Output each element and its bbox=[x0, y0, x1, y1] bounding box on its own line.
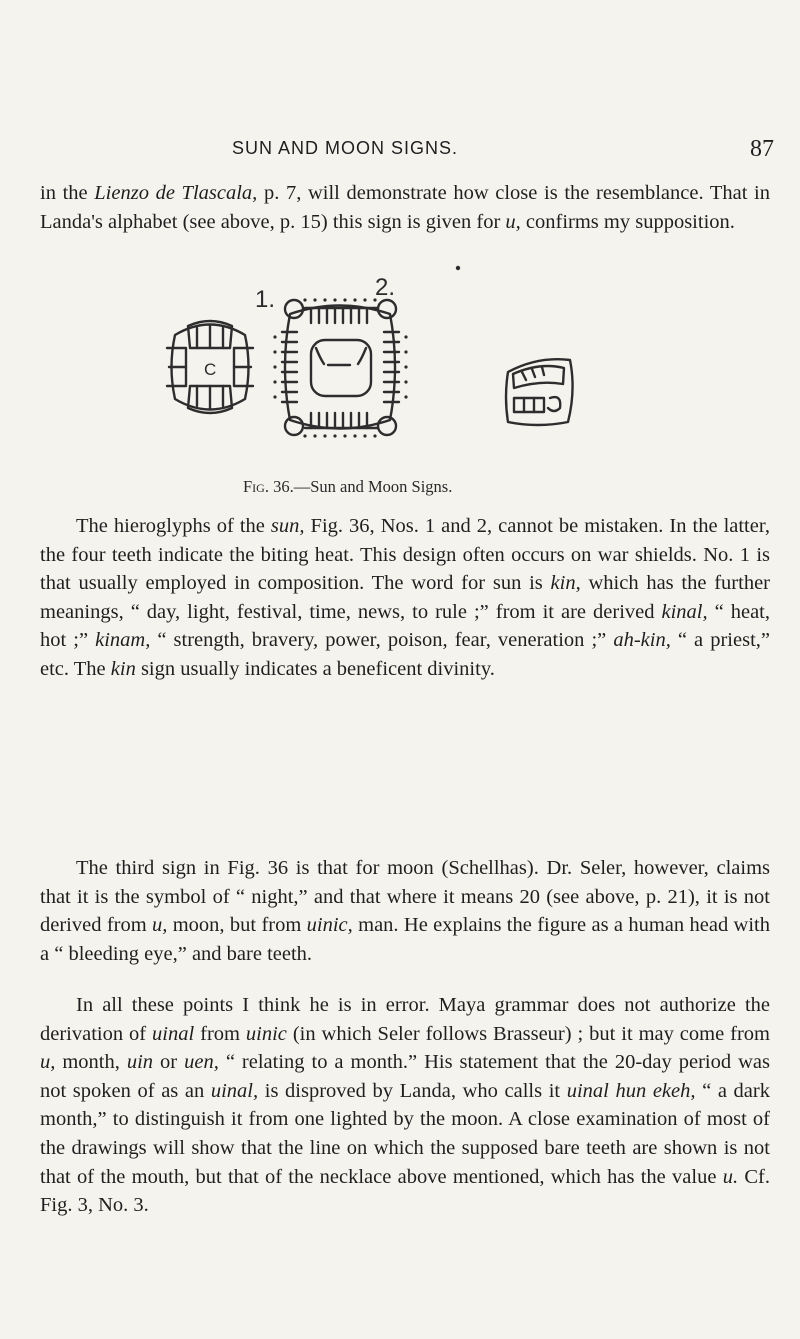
sun-glyph-2 bbox=[282, 300, 399, 435]
running-head: SUN AND MOON SIGNS. bbox=[232, 138, 459, 158]
figure-caption: Fig. 36.—Sun and Moon Signs. bbox=[243, 477, 453, 496]
paragraph-4: In all these points I think he is in error. Maya grammar does not authorize the derivation of uinal from uinic (in which Seler follows Brasseur) ; but it may come from u, month, uin or uen, “ relating to a month.” His statement that the 20-day period was not spoken of as an uinal, is disproved by Landa, who calls it uinal hun ekeh, “ a dark month,” to distinguish it from one lighted by the moon. A close examination of most of the drawings will show that the line on which the supposed bare teeth are shown is not that of the mouth, but that of the necklace above mentioned, which has the value u. Cf. Fig. 3, No. 3. bbox=[40, 994, 770, 1217]
svg-text:C: C bbox=[204, 360, 217, 379]
paragraph-2: The hieroglyphs of the sun, Fig. 36, Nos. 1 and 2, cannot be mistaken. In the latter, the four teeth indicate the biting heat. This design often occurs on war shields. No. 1 is that usually employed in composition. The word for sun is kin, which has the further meanings, “ day, light, festival, time, news, to rule ;” from it are derived kinal, “ heat, hot ;” kinam, “ strength, bravery, power, poison, fear, veneration ;” ah-kin, “ a priest,” etc. The kin sign usually indicates a beneficent divinity. bbox=[40, 515, 770, 680]
paragraph-1: in the Lienzo de Tlascala, p. 7, will demonstrate how close is the resemblance. That in Landa's alphabet (see above, p. 15) this sign is given for u, confirms my supposition. bbox=[40, 182, 770, 233]
page-header bbox=[0, 138, 800, 164]
figure-label-1: 1. bbox=[255, 286, 276, 313]
figure-36-drawing bbox=[130, 252, 590, 490]
moon-glyph-3 bbox=[506, 359, 573, 425]
figure-label-2: 2. bbox=[375, 274, 396, 301]
paragraph-3: The third sign in Fig. 36 is that for moon (Schellhas). Dr. Seler, however, claims that it is the symbol of “ night,” and that where it means 20 (see above, p. 21), it is not derived from u, moon, but from uinic, man. He explains the figure as a human head with a “ bleeding eye,” and bare teeth. bbox=[40, 857, 770, 965]
figure-36 bbox=[130, 252, 590, 490]
page-number: 87 bbox=[750, 136, 774, 162]
